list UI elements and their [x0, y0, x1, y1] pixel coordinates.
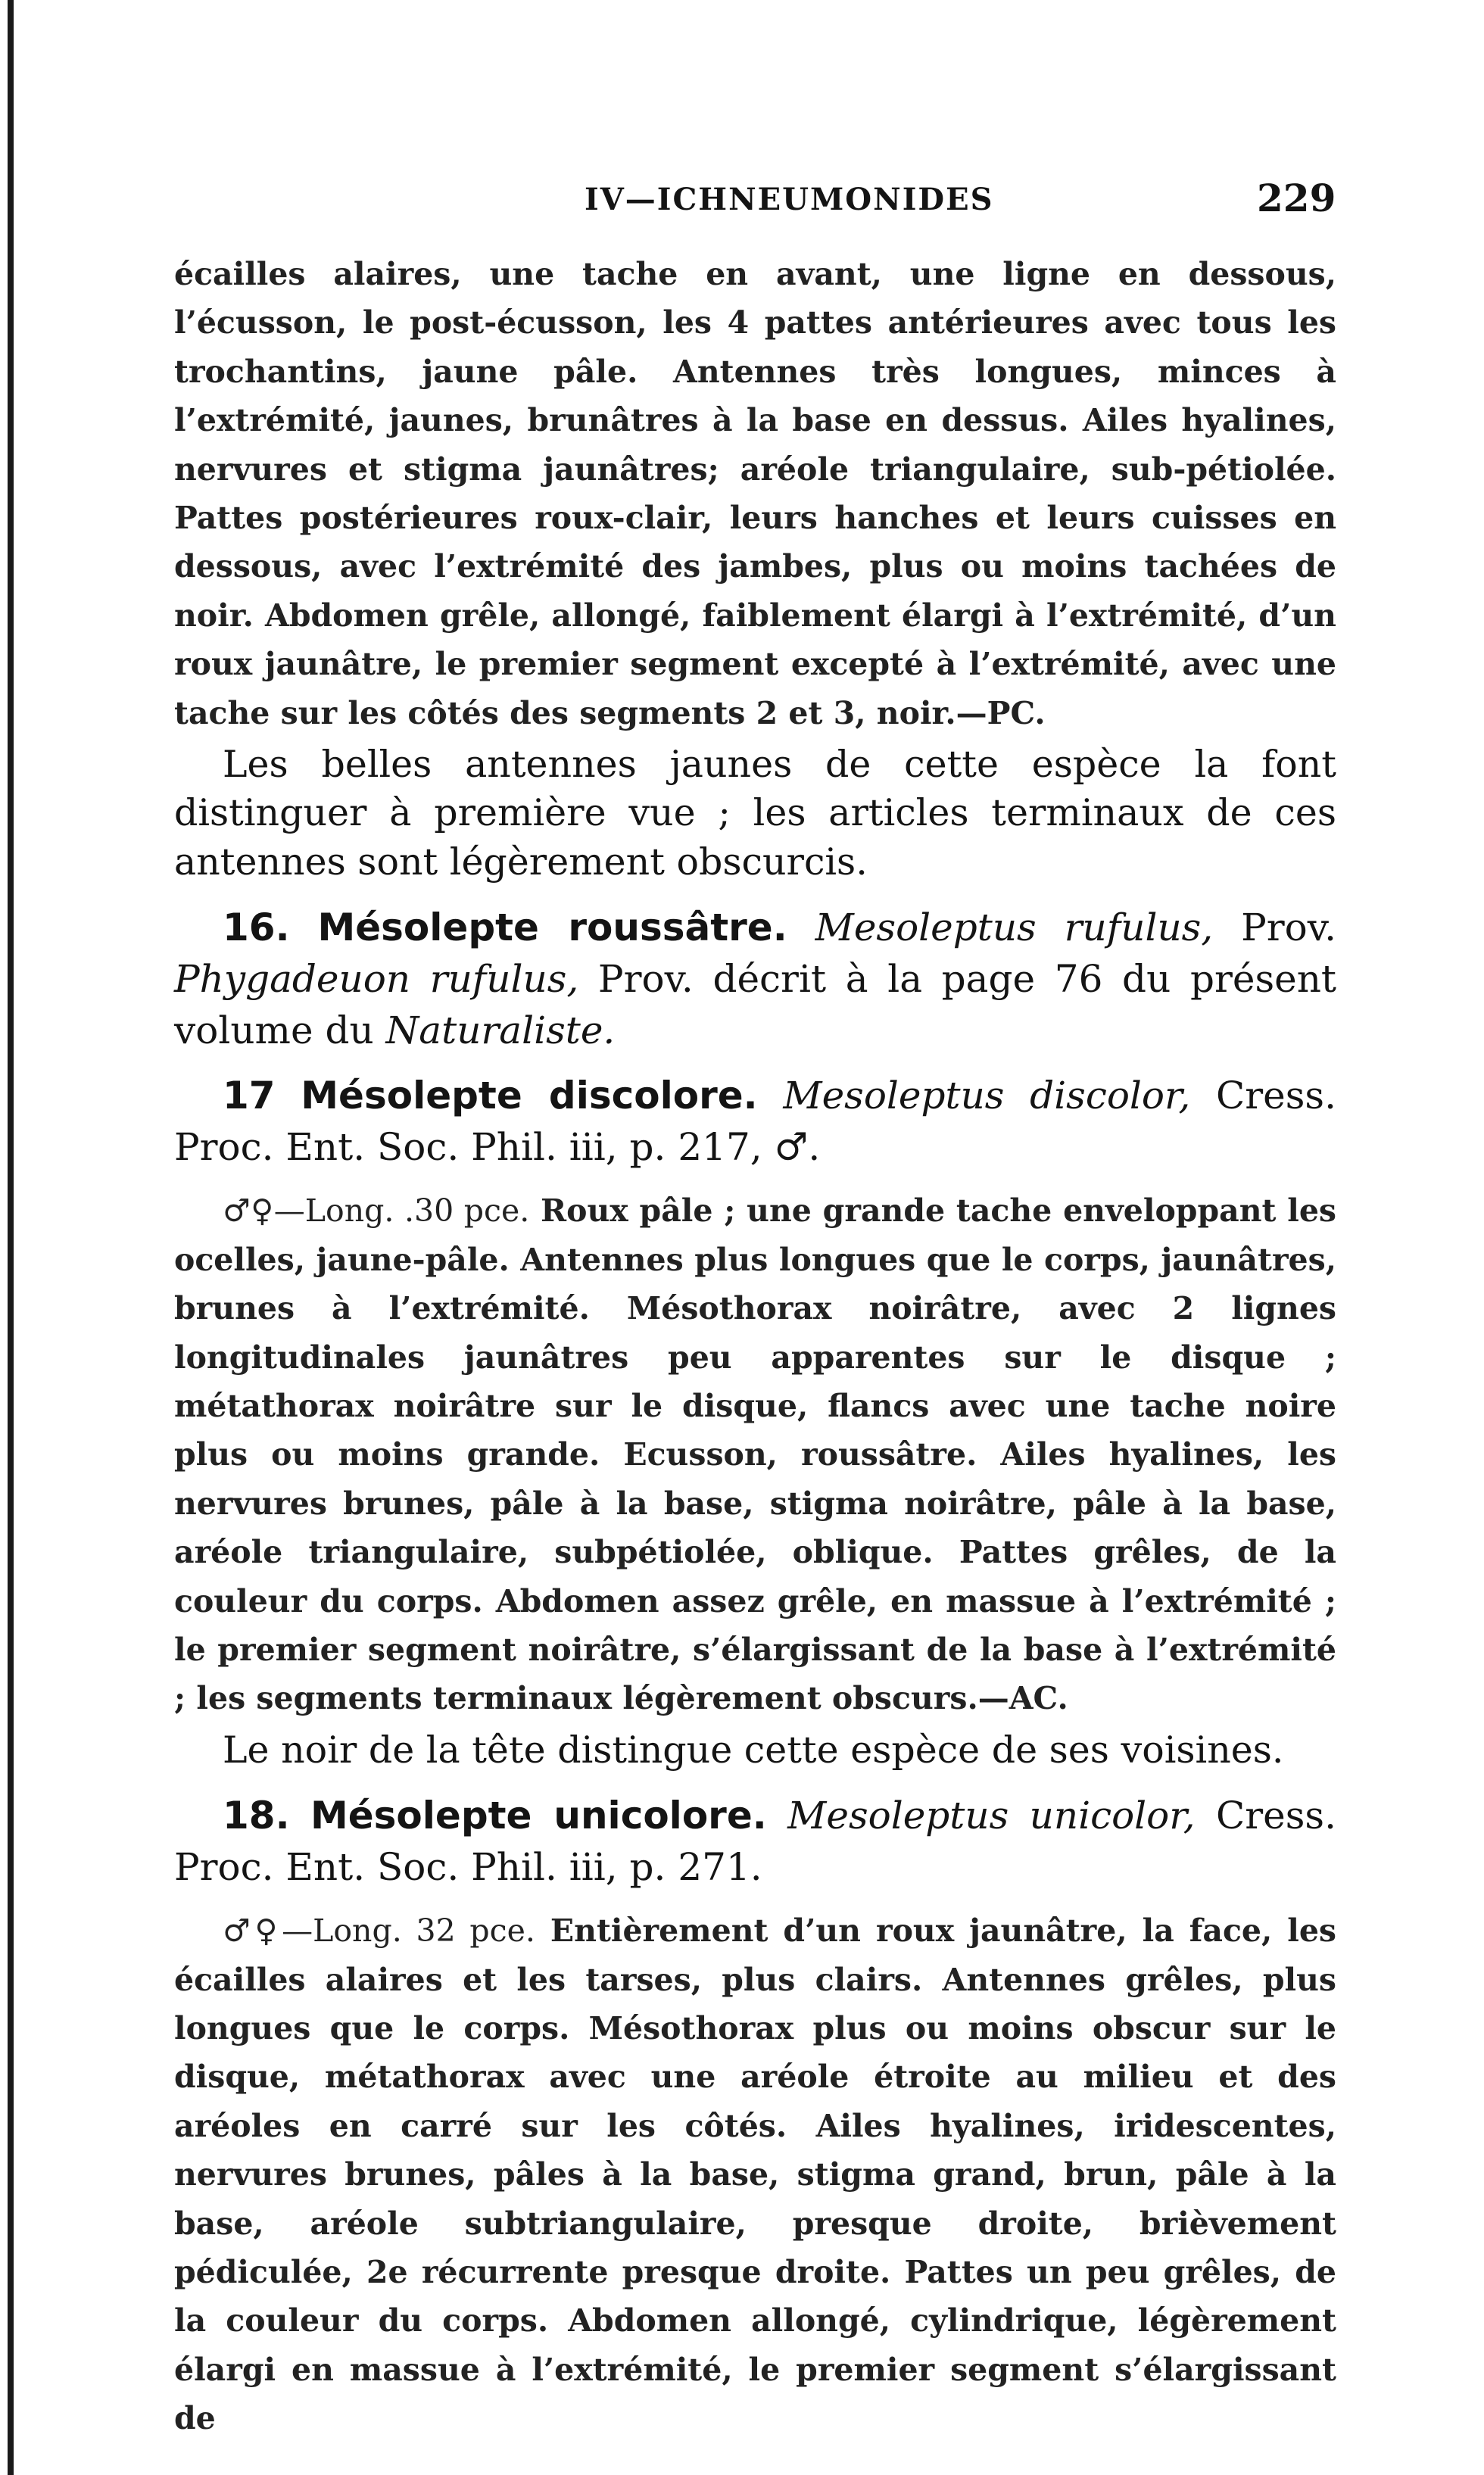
synonym-name: Phygadeuon rufulus,	[174, 957, 579, 1002]
species-name: Mésolepte roussâtre.	[317, 906, 787, 950]
entry-number: 16.	[223, 906, 290, 950]
description-lead: ♂♀—Long. 32 pce.	[223, 1912, 535, 1950]
page-edge-rule	[8, 0, 14, 2475]
page-number: 229	[1257, 176, 1336, 220]
entry-17-description	[174, 1186, 1336, 1722]
running-title: IV—ICHNEUMONIDES	[585, 182, 994, 217]
intro-comment: Les belles antennes jaunes de cette espèce la font distinguer à première vue ; les articles terminaux de ces antennes sont légèrement obscurcis.	[174, 743, 1336, 884]
description-text: Roux pâle ; une grande tache enveloppant les ocelles, jaune-pâle. Antennes plus longues que le corps, jaunâtres, brunes à l’extrémité. Mésothorax noirâtre, avec 2 lignes longitudinales jaunâtres peu apparentes sur le disque ; métathorax noirâtre sur le disque, flancs avec une tache noire plus ou moins grande. Ecusson, roussâtre. Ailes hyalines, les nervures brunes, pâle à la base, stigma noirâtre, pâle à la base, aréole triangulaire, subpétiolée, oblique. Pattes grêles, de la couleur du corps. Abdomen assez grêle, en massue à l’extrémité ; le premier segment noirâtre, s’élargissant de la base à l’extrémité ; les segments terminaux légèrement obscurs.—AC.	[174, 1192, 1336, 1717]
entry-16-heading	[174, 902, 1336, 1056]
entry-17-comment: Le noir de la tête distingue cette espèce de ses voisines.	[223, 1728, 1284, 1772]
entry-number: 17	[223, 1074, 276, 1118]
description-lead: ♂♀—Long. .30 pce.	[223, 1192, 530, 1230]
entry-number: 18.	[223, 1794, 290, 1838]
entry-17-heading	[174, 1070, 1336, 1173]
text-block	[174, 250, 1336, 2443]
synonym-reference: Prov. décrit à la page 76 du présent volume du	[174, 957, 1336, 1053]
citation: Prov.	[1213, 906, 1336, 950]
latin-name: Mesoleptus discolor,	[783, 1074, 1191, 1118]
citation: Cress. Proc. Ent. Soc. Phil. iii, p. 217, ♂.	[174, 1074, 1336, 1170]
journal-name: Naturaliste.	[385, 1008, 616, 1053]
species-name: Mésolepte discolore.	[301, 1074, 758, 1118]
running-head	[0, 176, 1484, 221]
intro-description: écailles alaires, une tache en avant, une ligne en dessous, l’écusson, le post-écusson, les 4 pattes antérieures avec tous les trochantins, jaune pâle. Antennes très longues, minces à l’extrémité, jaunes, brunâtres à la base en dessus. Ailes hyalines, nervures et stigma jaunâtres; aréole triangulaire, sub-pétiolée. Pattes postérieures roux-clair, leurs hanches et leurs cuisses en dessous, avec l’extrémité des jambes, plus ou moins tachées de noir. Abdomen grêle, allongé, faiblement élargi à l’extrémité, d’un roux jaunâtre, le premier segment excepté à l’extrémité, avec une tache sur les côtés des segments 2 et 3, noir.—PC.	[174, 256, 1336, 731]
entry-18-heading	[174, 1790, 1336, 1893]
entry-18-description	[174, 1906, 1336, 2442]
latin-name: Mesoleptus rufulus,	[815, 906, 1214, 950]
species-name: Mésolepte unicolore.	[310, 1794, 767, 1838]
latin-name: Mesoleptus unicolor,	[787, 1794, 1196, 1838]
citation: Cress. Proc. Ent. Soc. Phil. iii, p. 271.	[174, 1794, 1336, 1890]
description-text: Entièrement d’un roux jaunâtre, la face, les écailles alaires et les tarses, plus clairs. Antennes grêles, plus longues que le corps. Mésothorax plus ou moins obscur sur le disque, métathorax avec une aréole étroite au milieu et des aréoles en carré sur les côtés. Ailes hyalines, iridescentes, nervures brunes, pâles à la base, stigma grand, brun, pâle à la base, aréole subtriangulaire, presque droite, brièvement pédiculée, 2e récurrente presque droite. Pattes un peu grêles, de la couleur du corps. Abdomen allongé, cylindrique, légèrement élargi en massue à l’extrémité, le premier segment s’élargissant de	[174, 1912, 1337, 2437]
